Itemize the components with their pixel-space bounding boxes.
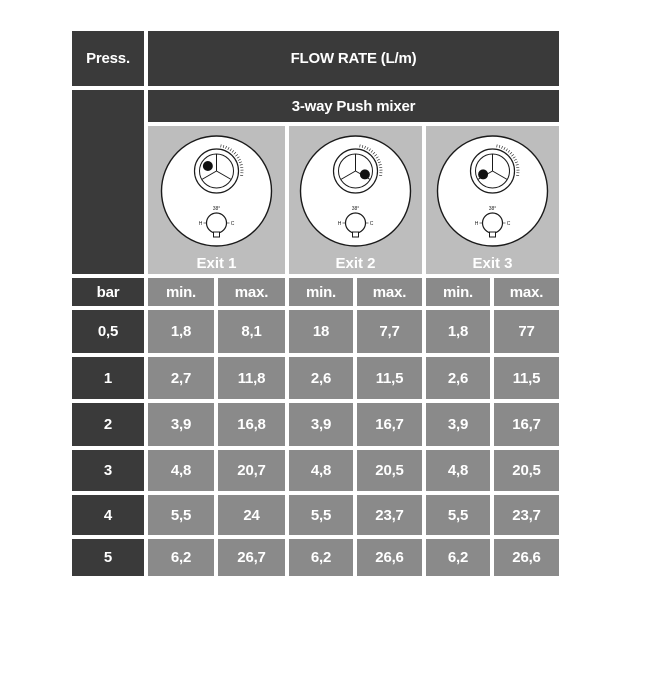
exit-3-min-header: min.	[426, 278, 490, 306]
flow-value-cell: 26,6	[357, 539, 422, 576]
flow-value-cell: 5,5	[426, 495, 490, 535]
flow-value-cell: 16,8	[218, 403, 285, 446]
flow-value-cell: 23,7	[494, 495, 559, 535]
flow-value-cell: 16,7	[357, 403, 422, 446]
flow-rate-header: FLOW RATE (L/m)	[148, 31, 559, 86]
flow-value-cell: 20,7	[218, 450, 285, 491]
flow-value-cell: 1,8	[148, 310, 214, 353]
exit-2-min-header: min.	[289, 278, 353, 306]
flow-value-cell: 77	[494, 310, 559, 353]
dial-cold-label: C	[369, 221, 374, 227]
flow-value-cell: 2,6	[426, 357, 490, 399]
flow-value-cell: 6,2	[289, 539, 353, 576]
exit-1-max-header: max.	[218, 278, 285, 306]
exit-3-label: Exit 3	[472, 255, 513, 272]
flow-value-cell: 16,7	[494, 403, 559, 446]
flow-value-cell: 8,1	[218, 310, 285, 353]
flow-value-cell: 4,8	[148, 450, 214, 491]
flow-value-cell: 6,2	[426, 539, 490, 576]
flow-value-cell: 26,6	[494, 539, 559, 576]
dial-temperature-label: 38°	[351, 206, 360, 212]
exit-2-max-header: max.	[357, 278, 422, 306]
bar-value-cell: 3	[72, 450, 144, 491]
flow-value-cell: 2,7	[148, 357, 214, 399]
flow-value-cell: 18	[289, 310, 353, 353]
flow-value-cell: 4,8	[289, 450, 353, 491]
flow-value-cell: 4,8	[426, 450, 490, 491]
bar-value-cell: 1	[72, 357, 144, 399]
exit-3-panel	[426, 126, 559, 274]
mixer-dial-icon	[289, 126, 422, 274]
bar-value-cell: 4	[72, 495, 144, 535]
exit-3-max-header: max.	[494, 278, 559, 306]
flow-value-cell: 11,8	[218, 357, 285, 399]
flow-value-cell: 6,2	[148, 539, 214, 576]
press-spacer	[72, 90, 144, 274]
dial-hot-label: H	[337, 221, 342, 227]
dial-cold-label: C	[506, 221, 511, 227]
flow-value-cell: 7,7	[357, 310, 422, 353]
bar-column-header: bar	[72, 278, 144, 306]
flow-value-cell: 11,5	[357, 357, 422, 399]
bar-value-cell: 2	[72, 403, 144, 446]
dial-temperature-label: 38°	[488, 206, 497, 212]
flow-value-cell: 1,8	[426, 310, 490, 353]
flow-value-cell: 20,5	[357, 450, 422, 491]
bar-value-cell: 0,5	[72, 310, 144, 353]
flow-value-cell: 2,6	[289, 357, 353, 399]
flow-value-cell: 26,7	[218, 539, 285, 576]
exit-1-min-header: min.	[148, 278, 214, 306]
flow-value-cell: 20,5	[494, 450, 559, 491]
flow-value-cell: 3,9	[148, 403, 214, 446]
exit-2-panel	[289, 126, 422, 274]
dial-temperature-label: 38°	[212, 206, 221, 212]
exit-1-label: Exit 1	[196, 255, 237, 272]
flow-value-cell: 23,7	[357, 495, 422, 535]
flow-value-cell: 3,9	[289, 403, 353, 446]
flow-value-cell: 11,5	[494, 357, 559, 399]
mixer-dial-icon	[426, 126, 559, 274]
mixer-dial-icon	[148, 126, 285, 274]
exit-2-label: Exit 2	[335, 255, 376, 272]
exit-1-panel	[148, 126, 285, 274]
flow-value-cell: 24	[218, 495, 285, 535]
dial-cold-label: C	[230, 221, 235, 227]
press-header: Press.	[72, 31, 144, 86]
flow-value-cell: 3,9	[426, 403, 490, 446]
mixer-header: 3-way Push mixer	[148, 90, 559, 122]
flow-value-cell: 5,5	[148, 495, 214, 535]
dial-hot-label: H	[474, 221, 479, 227]
dial-hot-label: H	[198, 221, 203, 227]
flow-value-cell: 5,5	[289, 495, 353, 535]
bar-value-cell: 5	[72, 539, 144, 576]
